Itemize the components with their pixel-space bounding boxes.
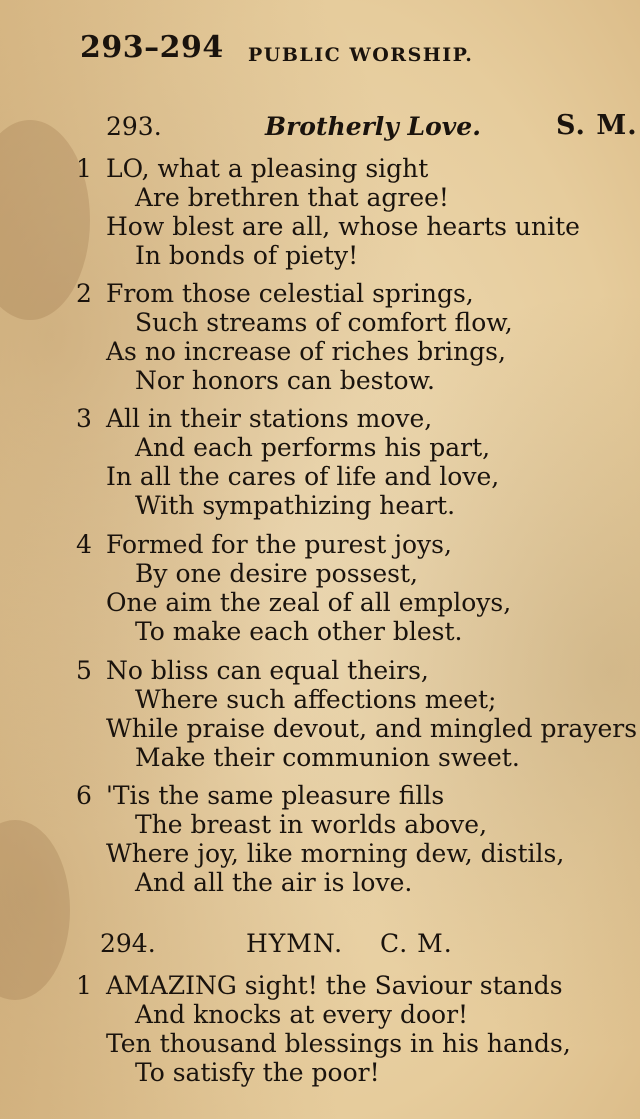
verse-line: And knocks at every door! xyxy=(135,1000,469,1029)
stanza-number: 5 xyxy=(76,656,92,685)
hymn-number: 293. xyxy=(106,112,162,141)
verse-line: 'Tis the same pleasure fills xyxy=(106,781,445,810)
stanza-number: 1 xyxy=(76,971,92,1000)
hymn-number: 294. xyxy=(100,929,156,958)
hymn-title: HYMN. xyxy=(246,929,344,958)
hymn-meter: C. M. xyxy=(380,929,453,958)
hymn-header xyxy=(0,110,640,144)
verse-line: And all the air is love. xyxy=(135,868,413,897)
stanza-number: 2 xyxy=(76,279,92,308)
section-title: PUBLIC WORSHIP. xyxy=(248,44,474,66)
verse-line: All in their stations move, xyxy=(106,404,433,433)
verse-line: Make their communion sweet. xyxy=(135,743,520,772)
hymn-title: Brotherly Love. xyxy=(265,112,481,141)
verse-line: Ten thousand blessings in his hands, xyxy=(106,1029,571,1058)
paper-stain xyxy=(0,820,70,1000)
verse-line: One aim the zeal of all employs, xyxy=(106,588,512,617)
hymn-meter: S. M. xyxy=(556,110,638,141)
verse-line: To make each other blest. xyxy=(135,617,463,646)
stanza-number: 6 xyxy=(76,781,92,810)
verse-line: In bonds of piety! xyxy=(135,241,359,270)
verse-line: LO, what a pleasing sight xyxy=(106,154,429,183)
page-numbers: 293–294 xyxy=(80,30,224,65)
verse-line: No bliss can equal theirs, xyxy=(106,656,429,685)
verse-line: While praise devout, and mingled prayers xyxy=(106,714,638,743)
verse-line: And each performs his part, xyxy=(135,433,491,462)
verse-line: In all the cares of life and love, xyxy=(106,462,500,491)
verse-line: As no increase of riches brings, xyxy=(106,337,506,366)
stanza-number: 4 xyxy=(76,530,92,559)
verse-line: Nor honors can bestow. xyxy=(135,366,435,395)
verse-line: Formed for the purest joys, xyxy=(106,530,452,559)
verse-line: From those celestial springs, xyxy=(106,279,474,308)
verse-line: The breast in worlds above, xyxy=(135,810,488,839)
stanza-number: 3 xyxy=(76,404,92,433)
verse-line: Where such affections meet; xyxy=(135,685,497,714)
verse-line: How blest are all, whose hearts unite xyxy=(106,212,580,241)
verse-line: With sympathizing heart. xyxy=(135,491,456,520)
verse-line: Where joy, like morning dew, distils, xyxy=(106,839,565,868)
verse-line: Such streams of comfort flow, xyxy=(135,308,513,337)
hymn-header xyxy=(0,927,640,961)
verse-line: To satisfy the poor! xyxy=(135,1058,380,1087)
verse-line: Are brethren that agree! xyxy=(135,183,449,212)
verse-line: AMAZING sight! the Saviour stands xyxy=(106,971,563,1000)
stanza-number: 1 xyxy=(76,154,92,183)
verse-line: By one desire possest, xyxy=(135,559,418,588)
